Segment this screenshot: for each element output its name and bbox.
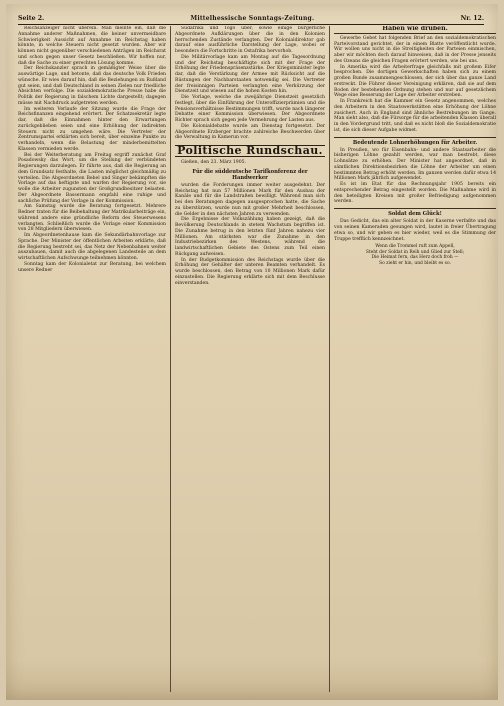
paragraph: Südafrika und Togo über, sowie einige bürgerliche Abgeordnete Aufklärungen über die in den Kolonien herrschenden Zustände verlangten. Der Kolonialdirektor gab darauf eine ausführliche Darstellung der Lage, wobei er besonders die Fortschritte in Ostafrika hervorhob. — [175, 26, 325, 54]
column-rule — [329, 26, 330, 692]
paragraph: In Preußen, wo für Eisenbahn- und andere Staatsarbeiter die bisherigen Löhne gezahlt werden, war man bestrebt, diese Lohnsätze zu erhöhen. Der Minister hat angeordnet, daß in sämtlichen Direktionsbezirken die Löhne der Arbeiter um einen bestimmten Betrag erhöht werden. Im ganzen werden dafür etwa 14 Millionen Mark jährlich aufgewendet. — [334, 147, 496, 182]
dateline: Gießen, den 23. März 1905. — [181, 159, 247, 165]
page-number: Seite 2. — [18, 14, 45, 22]
paragraph: Die Kolonialdebatte wurde am Dienstag fortgesetzt. Der Abgeordnete Erzberger brachte zahlreiche Beschwerden über die Verwaltung in Kamerun vor. — [175, 123, 325, 141]
issue-number: Nr. 12. — [460, 14, 484, 22]
column-rule — [170, 26, 171, 692]
paragraph: Der Reichskanzler sprach in gemäßigter Weise über die auswärtige Lage, und betonte, daß das deutsche Volk Frieden wünsche. Er wies darauf hin, daß die Beziehungen zu Rußland gut seien, und daß Deutschland in seinen Zielen nur friedliche Absichten verfolge. Die sozialdemokratische Presse habe die Politik der Regierung in falschem Lichte dargestellt; dagegen müsse mit Nachdruck aufgetreten werden. — [18, 66, 166, 106]
newspaper-title: Mittelhessische Sonntags-Zeitung. — [190, 14, 315, 22]
paragraph: Die Militärvorlage kam am Montag auf die Tagesordnung und der Reichstag beschäftigte sich mit der Frage der Erhöhung der Friedenspräsenzstärke. Der Kriegsminister legte dar, daß die Verstärkung der Armee mit Rücksicht auf die Rüstungen der Nachbarstaaten notwendig sei. Die Vertreter der freisinnigen Parteien verlangten eine Verkürzung der Dienstzeit und wiesen auf die hohen Kosten hin. — [175, 54, 325, 95]
paragraph: Das Gedicht, das ein alter Soldat in der Kaserne verfaßte und das von seinen Kameraden gesungen wird, lautet in freier Übertragung etwa so, und wir geben es hier wieder, weil es die Stimmung der Truppe trefflich kennzeichnet. — [334, 219, 496, 242]
paragraph: Im weiteren Verlaufe der Sitzung wurde die Frage der Reichsfinanzen eingehend erörtert. Der Schatzsekretär legte dar, daß die Einnahmen hinter den Erwartungen zurückgeblieben seien und eine Erhöhung der indirekten Steuern nicht zu umgehen wäre. Die Vertreter der Zentrumspartei erklärten sich bereit, über einzelne Punkte zu verhandeln, wenn die Belastung der minderbemittelten Klassen vermieden werde. — [18, 106, 166, 152]
verse-line: Wenn die Trommel ruft zum Appell, — [375, 244, 455, 250]
section-title: Politische Rundschau. — [175, 145, 325, 157]
column-1 — [18, 26, 166, 692]
subheading: Bedeutende Lohnerhöhungen für Arbeiter. — [334, 137, 496, 146]
subheading: Soldat dem Glück! — [334, 208, 496, 217]
paragraph: In Amerika wird die Arbeiterfrage gleichfalls mit großem Eifer besprochen. Die dortigen Gewerkschaften haben sich zu einem großen Bunde zusammengeschlossen, der sich über das ganze Land erstreckt. Die Führer dieser Vereinigung erklären, daß sie auf dem Boden der bestehenden Ordnung stehen und nur auf gesetzlichem Wege eine Besserung der Lage der Arbeiter erstreben. — [334, 64, 496, 99]
paragraph: Sonntag kam der Kolonialetat zur Beratung, bei welchem unsere Redner — [18, 261, 166, 273]
verse-line: Die Heimat fern, das Herz doch froh — — [371, 255, 459, 261]
paragraph: Die Vorlage, welche die zweijährige Dienstzeit gesetzlich festlegt, über die Einführung der Unteroffizierprämien und die Pensionsverhältnisse Bestimmungen trifft, wurde nach längerer Debatte einer Kommission überwiesen. Der Abgeordnete Richter sprach sich gegen jede Vermehrung der Lasten aus. — [175, 95, 325, 123]
column-3 — [334, 26, 496, 692]
paper-area — [6, 4, 498, 700]
paragraph: Bei der Weiterberatung am Freitag ergriff zunächst Graf Posadowsky das Wort, um die Stellung der verbündeten Regierungen darzulegen. Er führte aus, daß die Regierung an dem Grundsatz festhalte, die Lasten möglichst gleichmäßig zu verteilen. Die Abgeordneten Bebel und Singer bekämpften die Vorlage auf das heftigste und warfen der Regierung vor, sie wolle die Arbeiter zugunsten der Großgrundbesitzer belasten. Der Abgeordnete Bassermann empfahl eine ruhige und sachliche Prüfung der Vorlage in der Kommission. — [18, 152, 166, 204]
article-heading: Häben wie drüben. — [334, 26, 496, 34]
verse — [334, 244, 496, 266]
subheading: Für die süddeutsche Tarifkonferenz der Handwerker — [192, 168, 308, 181]
paragraph: In der Budgetkommission des Reichstags wurde über die Erhöhung der Gehälter der unteren Beamten verhandelt. Es wurde beschlossen, den Betrag von 10 Millionen Mark dafür einzustellen. Die Regierung erklärte sich mit dem Beschlusse einverstanden. — [175, 257, 325, 286]
verse-line: Steht der Soldat in Reih und Glied zur Stell; — [365, 249, 465, 255]
paragraph: Im Abgeordnetenhause kam die Sekundärbahnvorlage zur Sprache. Der Minister der öffentlichen Arbeiten erklärte, daß die Regierung bestrebt sei, das Netz der Nebenbahnen weiter auszubauen, damit auch die abgelegenen Landesteile an dem wirtschaftlichen Aufschwunge teilnehmen könnten. — [18, 233, 166, 261]
paragraph: Die Ergebnisse der Volkszählung haben gezeigt, daß die Bevölkerung Deutschlands in stetem Wachstum begriffen ist. Die Zunahme betrug in den letzten fünf Jahren nahezu vier Millionen. Am stärksten war die Zunahme in den Industriebezirken des Westens, während die landwirtschaftlichen Gebiete des Ostens zum Teil einen Rückgang aufweisen. — [175, 217, 325, 257]
paragraph: Reichsanzeiger nicht überein. Man meinte ein, daß die Annahme anderer Maßnahmen, die keiner unvermeidbare Schwierigkeit Aussicht auf Annahme im Reichstag haben könnte, in welche Steuern nicht gesetzt wurden. Aber wir können nicht gegenüber verschiedenen Anträgen im Reichsrat und schon gegen unser Gesetz beschließen. Wir hoffen nur, daß die Sache zu einer gerechten Lösung komme. — [18, 26, 166, 66]
paragraph: Es ist im Etat für das Rechnungsjahr 1905 bereits ein entsprechender Betrag eingestellt worden. Die Maßnahme wird in den beteiligten Kreisen mit großer Befriedigung aufgenommen werden. — [334, 182, 496, 205]
paragraph: Am Samstag wurde die Beratung fortgesetzt. Mehrere Redner traten für die Beibehaltung der Matrikularbeiträge ein, während andere eine gründliche Reform des Steuerwesens verlangten. Schließlich wurde die Vorlage einer Kommission von 28 Mitgliedern überwiesen. — [18, 204, 166, 233]
column-2 — [175, 26, 325, 692]
paragraph: Gewerbe Gebet hat folgenden Brief an den sozialdemokratischen Parteivorstand gerichtet, der in einem Blatte veröffentlicht wurde. Wir wollen uns nicht in die Streitigkeiten der Parteien einmischen, aber wir möchten doch darauf hinweisen, daß in der Presse jenseits des Ozeans die gleichen Fragen erörtert werden, wie bei uns. — [334, 35, 496, 64]
columns — [18, 26, 496, 692]
paragraph: wurden die Forderungen immer weiter ausgedehnt. Der Reichstag hat nun 57 Millionen Mark für den Ausbau der Kanäle und für die Landstraßen bewilligt. Während man sich bei den Beratungen dagegen ausgesprochen hatte, die Sache zu überstürzen, wurde nun mit großer Mehrheit beschlossen, die Gelder in den nächsten Jahren zu verwenden. — [175, 182, 325, 217]
page-header — [18, 12, 484, 25]
verse-line: So zieht er hin, und bleibt es so. — [379, 260, 451, 266]
paragraph: In Frankreich hat die Kammer ein Gesetz angenommen, welches den Arbeitern in den Staatswerkstätten eine Erhöhung der Löhne zusichert. Auch in England sind ähnliche Bestrebungen im Gange. Man sieht also, daß die Fürsorge für die arbeitenden Klassen überall in den Vordergrund tritt, und daß es nicht bloß die Sozialdemokratie ist, die sich dieser Aufgabe widmet. — [334, 99, 496, 133]
